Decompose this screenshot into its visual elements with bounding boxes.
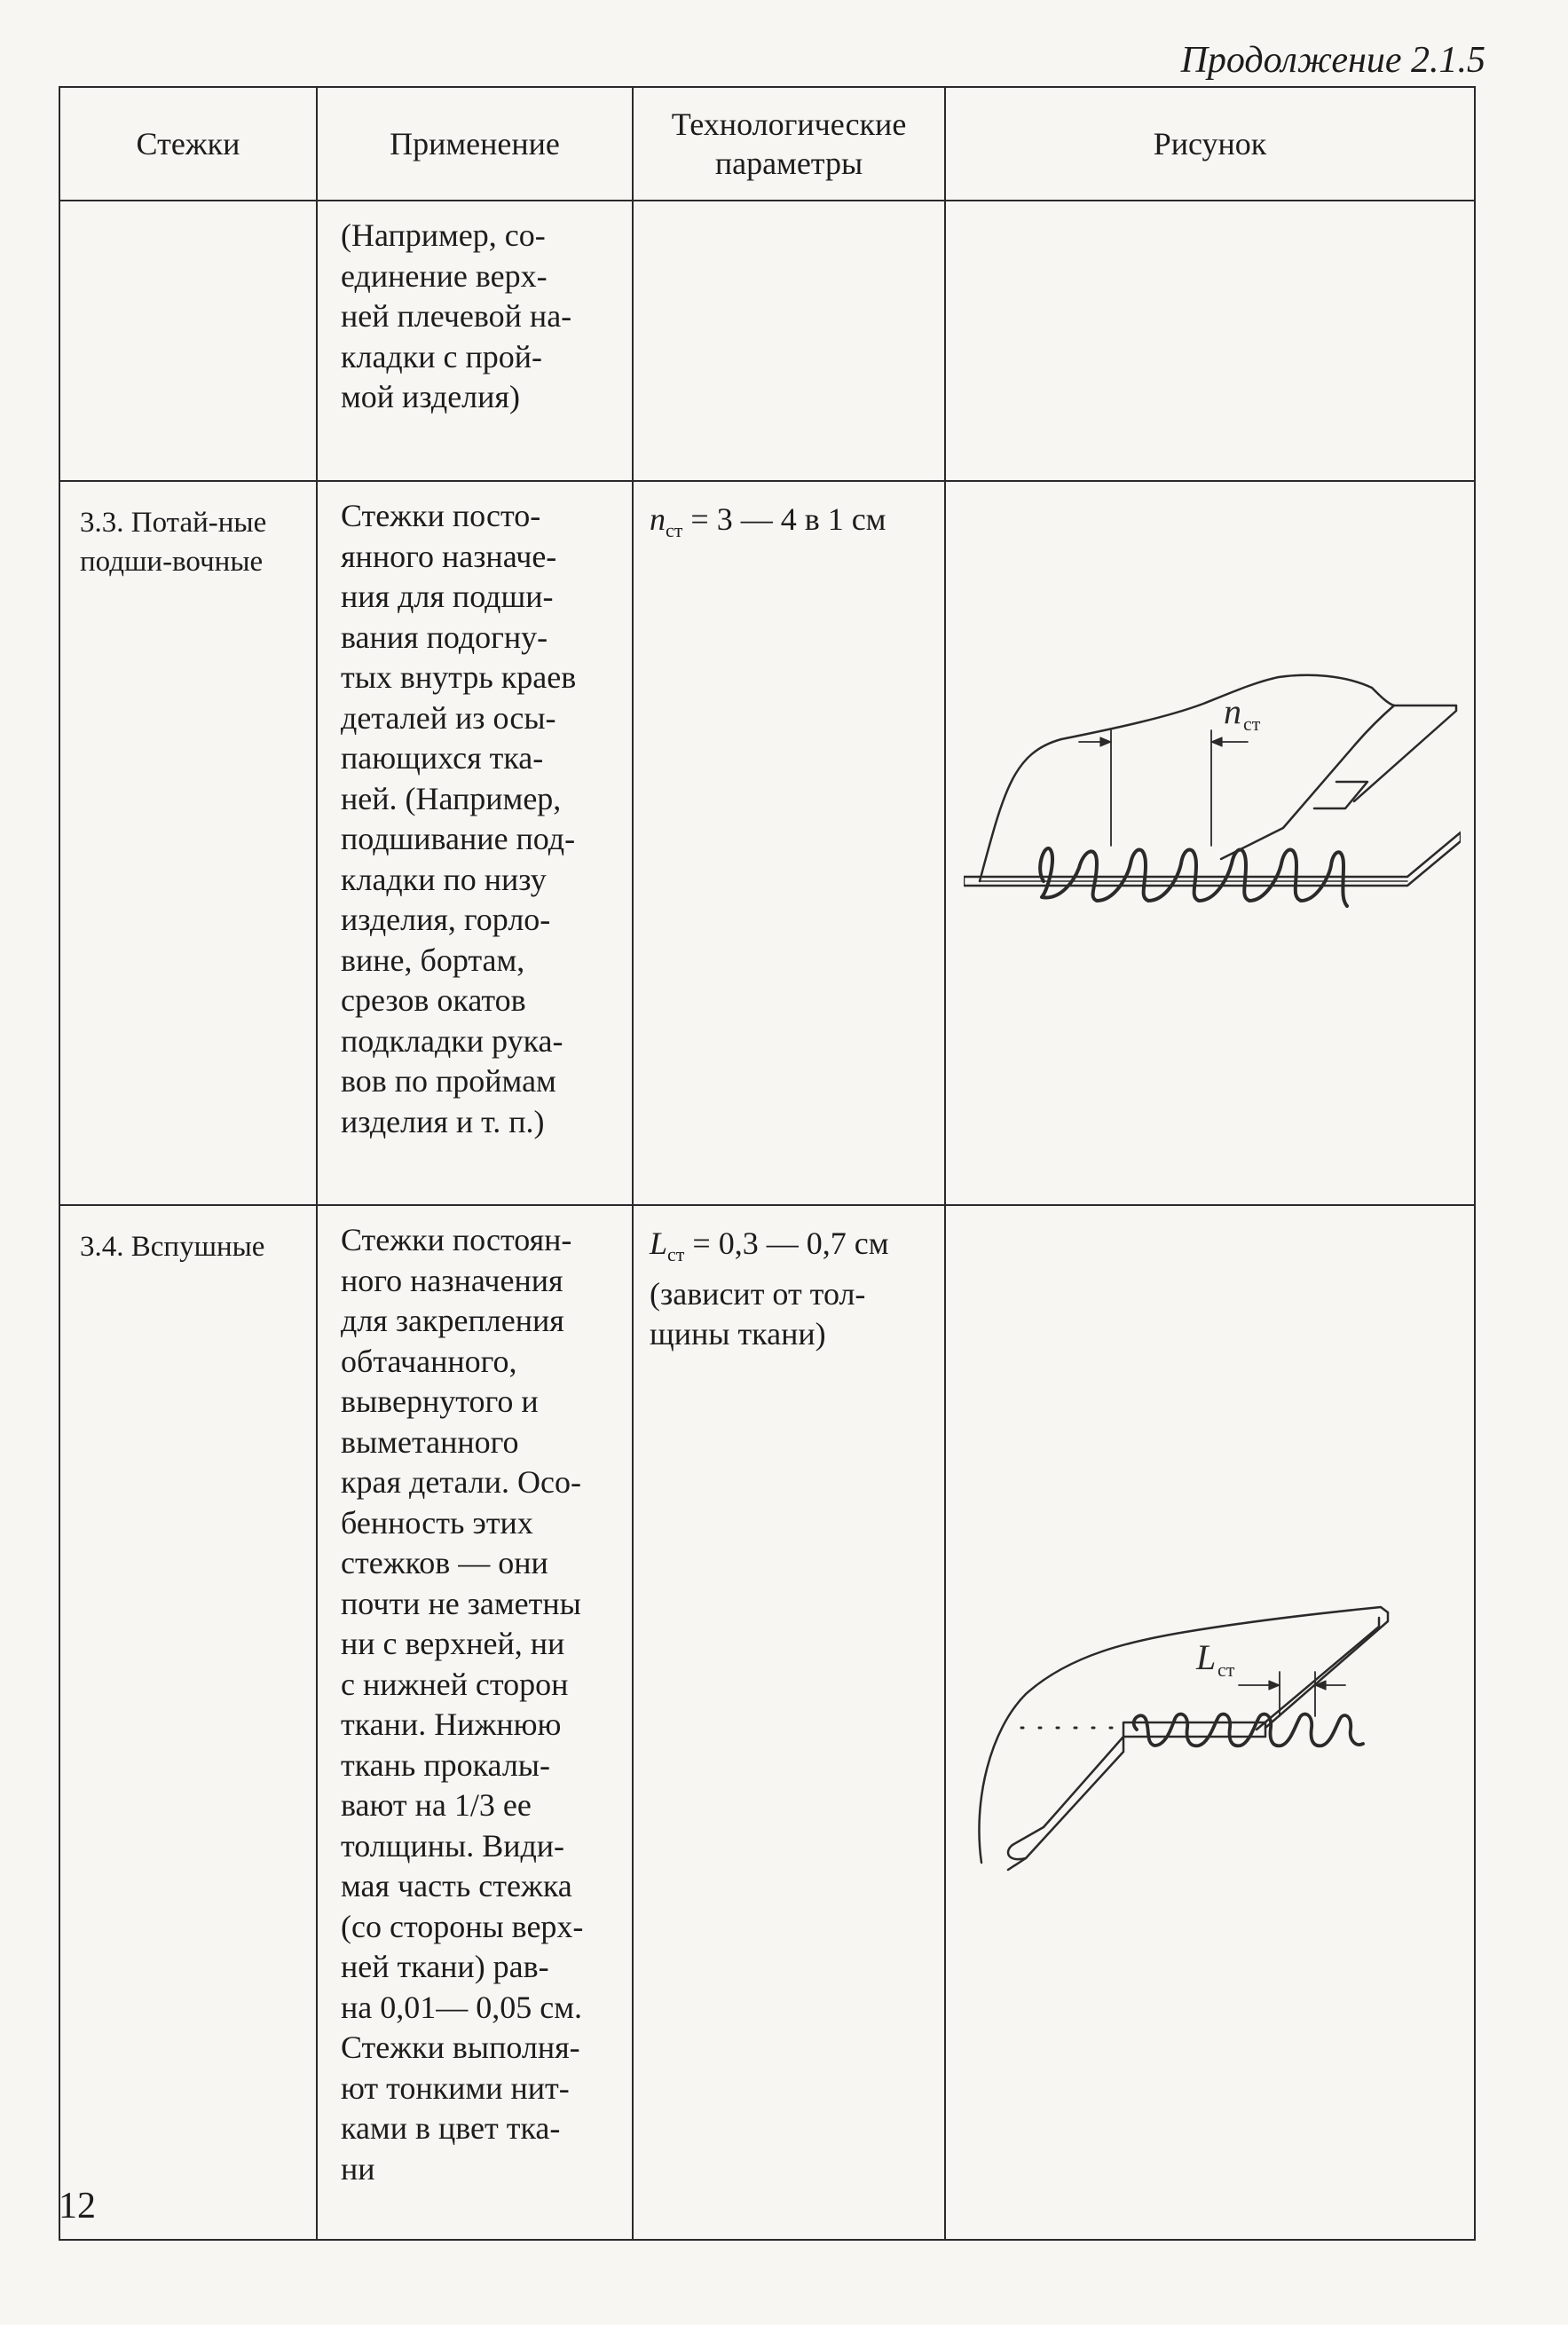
application-line: ни: [341, 2150, 375, 2187]
application-line: вают на 1/3 ее: [341, 1787, 532, 1823]
formula-subscript: ст: [666, 519, 683, 542]
application-cell: [317, 481, 633, 1205]
application-line: изделия, горло-: [341, 902, 551, 937]
application-line: Стежки посто-: [341, 498, 541, 533]
application-line: Стежки постоян-: [341, 1222, 572, 1257]
application-line: пающихся тка-: [341, 740, 544, 776]
application-line: с нижней сторон: [341, 1666, 569, 1702]
application-line: (Например, со-: [341, 217, 546, 253]
application-cell: [317, 1205, 633, 2240]
blind-hemming-stitch-illustration: [964, 668, 1461, 934]
application-line: обтачанного,: [341, 1343, 517, 1379]
stitch-table: [59, 86, 1476, 2241]
application-cell: [317, 201, 633, 481]
table-row: [59, 1205, 1475, 2240]
stitch-count-formula: [650, 501, 886, 542]
page-number: 12: [59, 2186, 96, 2226]
application-line: мой изделия): [341, 379, 520, 414]
application-line: кладки по низу: [341, 861, 547, 897]
application-line: для закрепления: [341, 1303, 564, 1338]
application-line: выметанного: [341, 1423, 519, 1460]
header-stitches: Стежки: [59, 87, 317, 201]
figure-label-symbol: L: [1196, 1637, 1217, 1677]
application-line: ния для подши-: [341, 579, 554, 614]
application-line: ют тонкими нит-: [341, 2069, 570, 2106]
figure-cell: [945, 201, 1475, 481]
application-line: янного назначе-: [341, 538, 557, 574]
header-application: Применение: [317, 87, 633, 201]
application-line: мая часть стежка: [341, 1868, 572, 1903]
header-figure: Рисунок: [945, 87, 1475, 201]
formula-symbol: L: [650, 1226, 668, 1261]
application-line: ного назначения: [341, 1262, 563, 1298]
figure-label-subscript: ст: [1217, 1659, 1235, 1681]
header-params: [633, 87, 945, 201]
header-row: [59, 87, 1475, 201]
application-line: ткань прокалы-: [341, 1746, 550, 1783]
application-line: подшивание под-: [341, 821, 576, 856]
application-line: срезов окатов: [341, 982, 526, 1018]
application-line: деталей из осы-: [341, 699, 556, 736]
params-cell: [633, 481, 945, 1205]
formula-subscript: ст: [667, 1243, 685, 1266]
application-line: единение верх-: [341, 257, 548, 294]
application-line: края детали. Осо-: [341, 1464, 581, 1500]
stitch-name-cell: [59, 201, 317, 481]
application-line: вания подогну-: [341, 619, 548, 655]
continuation-label: Продолжение 2.1.5: [1180, 40, 1485, 81]
application-line: тых внутрь краев: [341, 659, 577, 695]
figure-cell: [945, 1205, 1475, 2240]
application-line: вине, бортам,: [341, 942, 525, 978]
params-cell: [633, 201, 945, 481]
felling-stitch-illustration: [973, 1605, 1434, 1880]
application-line: бенность этих: [341, 1504, 533, 1541]
figure-label-symbol: n: [1224, 691, 1241, 731]
figure-cell: [945, 481, 1475, 1205]
formula-symbol: n: [650, 501, 666, 537]
application-line: изделия и т. п.): [341, 1103, 545, 1139]
application-line: ней ткани) рав-: [341, 1949, 549, 1984]
table-row: [59, 201, 1475, 481]
stitch-name-cell: 3.3. Потай-ные подши-вочные: [59, 481, 317, 1205]
application-line: толщины. Види-: [341, 1827, 565, 1864]
application-line: вов по проймам: [341, 1063, 556, 1099]
application-line: вывернутого и: [341, 1383, 539, 1419]
application-line: подкладки рука-: [341, 1022, 563, 1059]
application-line: на 0,01— 0,05 см.: [341, 1989, 583, 2025]
stitch-name-cell: 3.4. Вспушные: [59, 1205, 317, 2240]
application-line: почти не заметны: [341, 1585, 581, 1621]
figure-label-subscript: ст: [1243, 713, 1261, 735]
application-line: ней плечевой на-: [341, 298, 572, 334]
formula-value: = 3 — 4 в 1 см: [682, 501, 886, 537]
table-row: [59, 481, 1475, 1205]
header-params-line: параметры: [714, 146, 863, 181]
params-cell: [633, 1205, 945, 2240]
stitch-length-formula: [650, 1226, 889, 1266]
application-text: [341, 216, 619, 418]
application-line: стежков — они: [341, 1545, 548, 1580]
formula-value: = 0,3 — 0,7 см: [684, 1226, 889, 1261]
application-text: [341, 1220, 619, 2189]
application-line: Стежки выполня-: [341, 2029, 580, 2065]
application-text: [341, 496, 619, 1142]
application-line: (со стороны верх-: [341, 1908, 584, 1944]
params-note: (зависит от тол-щины ткани): [650, 1276, 866, 1352]
application-line: ками в цвет тка-: [341, 2110, 561, 2146]
application-line: кладки с прой-: [341, 338, 543, 374]
application-line: ней. (Например,: [341, 780, 562, 816]
header-params-line: Технологические: [671, 106, 907, 142]
application-line: ткани. Нижнюю: [341, 1706, 562, 1742]
application-line: ни с верхней, ни: [341, 1626, 565, 1661]
